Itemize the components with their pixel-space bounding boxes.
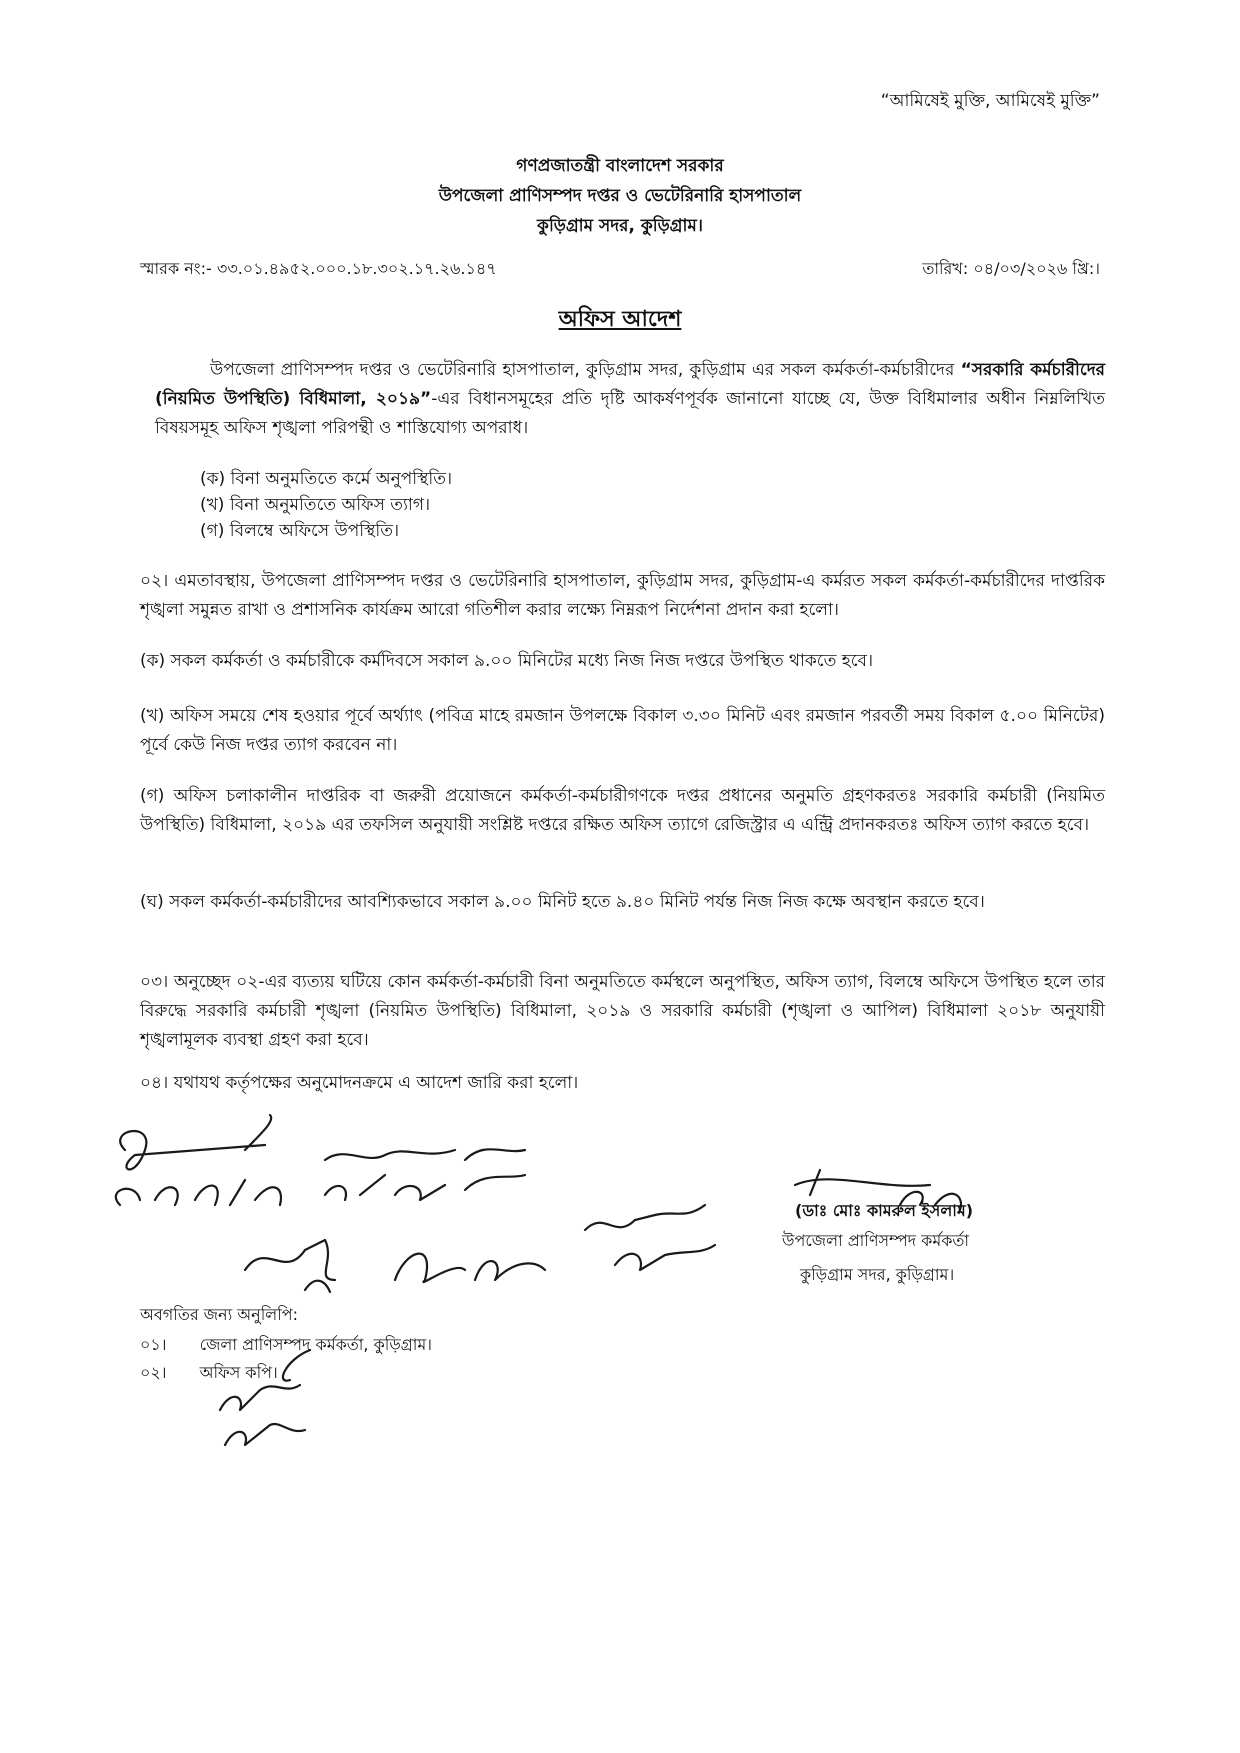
rule-name: “সরকারি কর্মচারীদের (নিয়মিত উপস্থিতি) বিধিমালা, ২০১৯” [155, 360, 1105, 409]
signatory-designation: উপজেলা প্রাণিসম্পদ কর্মকর্তা [782, 1231, 970, 1250]
intro-text-cont: -এর বিধানসমূহের প্রতি দৃষ্টি আকর্ষণপূর্বক জানানো যাচ্ছে যে, উক্ত বিধিমালার অধীন নিম্নলিখিত বিষয়সমূহ অফিস শৃঙ্খলা পরিপন্থী ও শাস্তিযোগ্য অপরাধ। [155, 389, 1105, 438]
signature-initial-1 [95, 1110, 295, 1220]
copy-heading: অবগতির জন্য অনুলিপি: [140, 1305, 299, 1324]
memo-number: স্মারক নং:- ৩৩.০১.৪৯৫২.০০০.১৮.৩০২.১৭.২৬.১৪৭ [140, 259, 497, 278]
directive-ga: (গ) অফিস চলাকালীন দাপ্তরিক বা জরুরী প্রয়োজনে কর্মকর্তা-কর্মচারীগণকে দপ্তর প্রধানের অনুমতি গ্রহণকরতঃ সরকারি কর্মচারী (নিয়মিত উপস্থিতি) বিধিমালা, ২০১৯ এর তফসিল অনুযায়ী সংশ্লিষ্ট দপ্তরে রক্ষিত অফিস ত্যাগে রেজিস্ট্রার এ এন্ট্রি প্রদানকরতঃ অফিস ত্যাগ করতে হবে। [140, 786, 1105, 835]
motto: “আমিষেই মুক্তি, আমিষেই মুক্তি” [880, 91, 1100, 111]
offence-item: (খ) বিনা অনুমতিতে অফিস ত্যাগ। [200, 495, 431, 515]
intro-paragraph [155, 356, 1105, 443]
page-title: অফিস আদেশ [558, 307, 682, 332]
offence-item: (ক) বিনা অনুমতিতে কর্মে অনুপস্থিতি। [200, 469, 453, 489]
offence-list [200, 466, 452, 544]
paragraph-03: ০৩। অনুচ্ছেদ ০২-এর ব্যত্যয় ঘটিয়ে কোন কর্মকর্তা-কর্মচারী বিনা অনুমতিতে কর্মস্থলে অনুপস্থিত, অফিস ত্যাগ, বিলম্বে অফিসে উপস্থিত হলে তার বিরুদ্ধে সরকারি কর্মচারী শৃঙ্খলা (নিয়মিত উপস্থিতি) বিধিমালা, ২০১৯ ও সরকারি কর্মচারী (শৃঙ্খলা ও আপিল) বিধিমালা ২০১৮ অনুযায়ী শৃঙ্খলামূলক ব্যবস্থা গ্রহণ করা হবে। [140, 972, 1105, 1050]
signature-initial-2 [315, 1140, 535, 1210]
intro-text: উপজেলা প্রাণিসম্পদ দপ্তর ও ভেটেরিনারি হাসপাতাল, কুড়িগ্রাম সদর, কুড়িগ্রাম এর সকল কর্মকর্তা-কর্মচারীদের [210, 360, 961, 380]
signature-initial-3 [235, 1220, 565, 1300]
copy-item-number: ০১। [140, 1335, 167, 1354]
header-office: উপজেলা প্রাণিসম্পদ দপ্তর ও ভেটেরিনারি হাসপাতাল [438, 186, 802, 206]
directive-ka: (ক) সকল কর্মকর্তা ও কর্মচারীকে কর্মদিবসে সকাল ৯.০০ মিনিটের মধ্যে নিজ নিজ দপ্তরে উপস্থিত থাকতে হবে। [140, 651, 874, 671]
offence-item: (গ) বিলম্বে অফিসে উপস্থিতি। [200, 521, 400, 541]
signatory-name: (ডাঃ মোঃ কামরুল ইসলাম) [795, 1201, 974, 1220]
signature-initial-5 [215, 1345, 325, 1455]
paragraph-04: ০৪। যথাযথ কর্তৃপক্ষের অনুমোদনক্রমে এ আদেশ জারি করা হলো। [140, 1073, 579, 1093]
paragraph-02: ০২। এমতাবস্থায়, উপজেলা প্রাণিসম্পদ দপ্তর ও ভেটেরিনারি হাসপাতাল, কুড়িগ্রাম সদর, কুড়িগ্রাম-এ কর্মরত সকল কর্মকর্তা-কর্মচারীদের দাপ্তরিক শৃঙ্খলা সমুন্নত রাখা ও প্রশাসনিক কার্যক্রম আরো গতিশীল করার লক্ষ্যে নিম্নরূপ নির্দেশনা প্রদান করা হলো। [140, 571, 1105, 620]
signature-initial-4 [575, 1200, 725, 1280]
copy-item-text: অফিস কপি। [199, 1363, 278, 1382]
signatory-location: কুড়িগ্রাম সদর, কুড়িগ্রাম। [800, 1265, 955, 1284]
header-location: কুড়িগ্রাম সদর, কুড়িগ্রাম। [537, 216, 703, 236]
copy-item-text: জেলা প্রাণিসম্পদ কর্মকর্তা, কুড়িগ্রাম। [199, 1335, 433, 1354]
copy-item-number: ০২। [140, 1363, 167, 1382]
directive-gha: (ঘ) সকল কর্মকর্তা-কর্মচারীদের আবশ্যিকভাবে সকাল ৯.০০ মিনিট হতে ৯.৪০ মিনিট পর্যন্ত নিজ নিজ কক্ষে অবস্থান করতে হবে। [140, 892, 985, 912]
date: তারিখ: ০৪/০৩/২০২৬ খ্রি:। [922, 259, 1100, 278]
header-government: গণপ্রজাতন্ত্রী বাংলাদেশ সরকার [516, 156, 724, 176]
directive-kha: (খ) অফিস সময়ে শেষ হওয়ার পূর্বে অর্থ্যাৎ (পবিত্র মাহে রমজান উপলক্ষে বিকাল ৩.৩০ মিনিট এবং রমজান পরবর্তী সময় বিকাল ৫.০০ মিনিটের) পূর্বে কেউ নিজ দপ্তর ত্যাগ করবেন না। [140, 706, 1105, 755]
